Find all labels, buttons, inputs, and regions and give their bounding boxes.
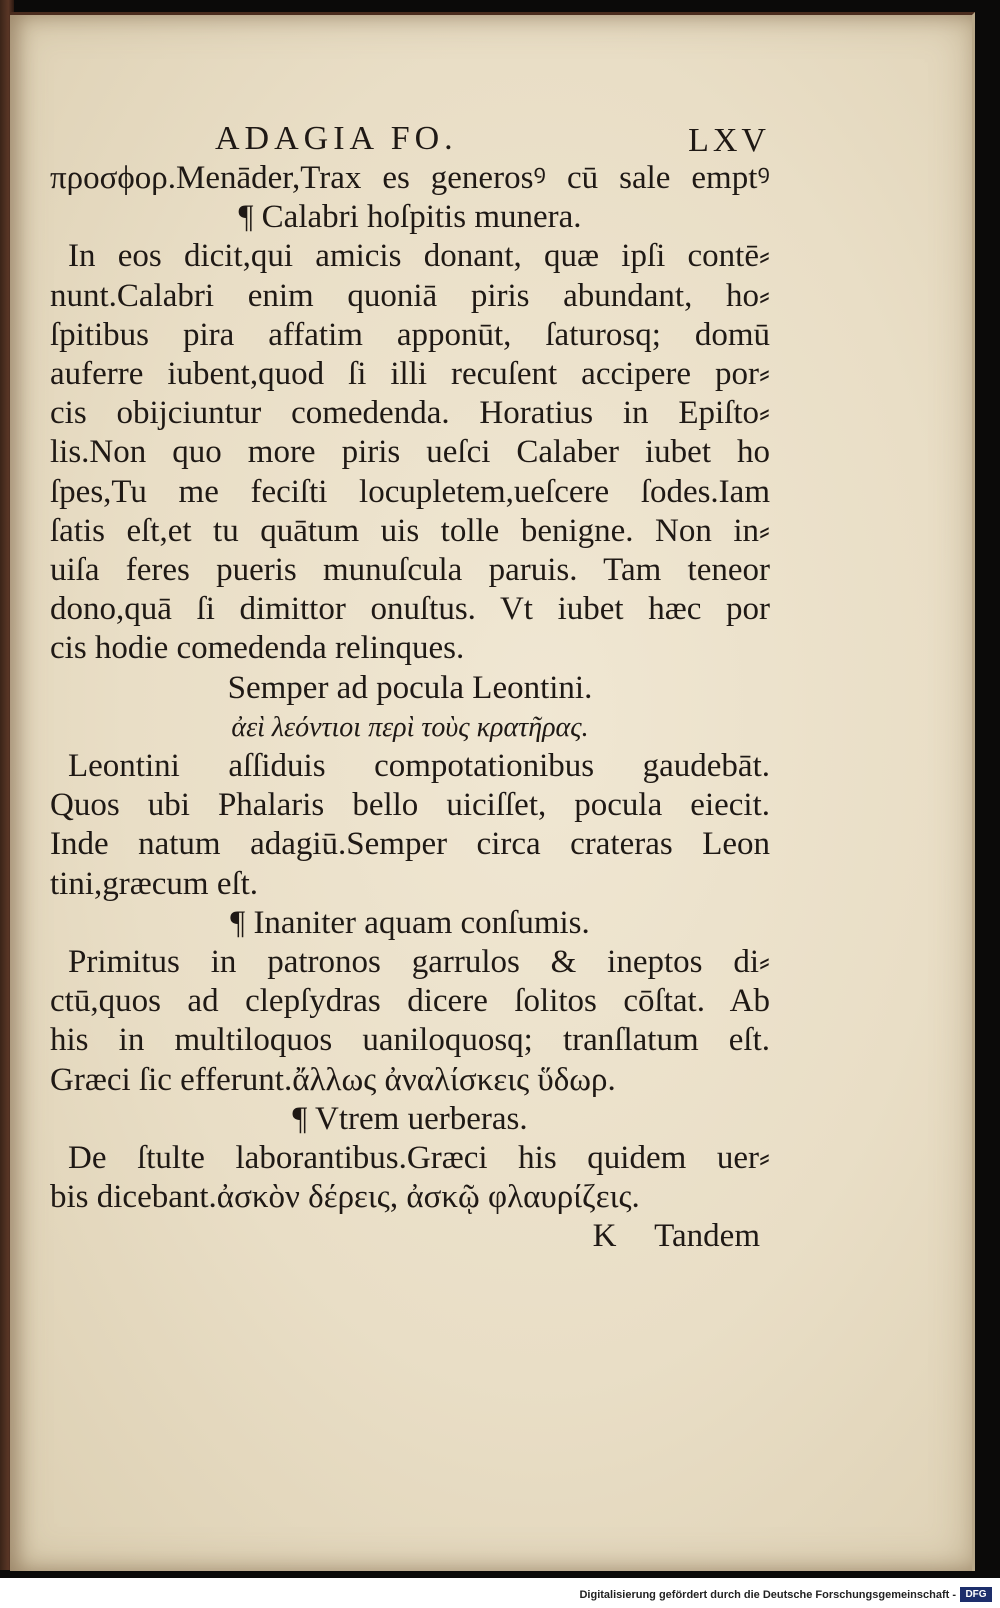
text-line: Inde natum adagiū.Semper circa crateras Leon <box>50 826 770 863</box>
text-line: ſpitibus pira affatim apponūt, ſaturosq; domū <box>50 316 770 353</box>
catchword-line <box>50 1217 770 1256</box>
digitization-footer <box>0 1578 1000 1608</box>
text-line: nunt.Calabri enim quoniā piris abundant, ho⸗ <box>50 277 770 314</box>
book-page <box>10 12 975 1571</box>
text-line: De ſtulte laborantibus.Græci his quidem uer⸗ <box>68 1140 770 1177</box>
dfg-logo: DFG <box>960 1587 992 1602</box>
text-line: Græci ſic efferunt.ἄλλως ἀναλίσκεις ὕδωρ. <box>50 1061 616 1098</box>
text-line: ¶ Vtrem uerberas. <box>292 1100 528 1137</box>
text-line: Quos ubi Phalaris bello uiciſſet, pocula eiecit. <box>50 787 770 824</box>
text-line: ſpes,Tu me feciſti locupletem,ueſcere ſodes.Iam <box>50 473 770 510</box>
text-line: Semper ad pocula Leontini. <box>227 669 593 706</box>
text-line: ¶ Inaniter aquam conſumis. <box>230 904 590 941</box>
text-line: auferre iubent,quod ſi illi recuſent accipere por⸗ <box>50 356 770 393</box>
text-line: ἀεὶ λεόντιοι περὶ τοὺς κρατῆρας. <box>231 711 589 743</box>
text-line: uiſa feres pueris munuſcula paruis. Tam teneor <box>50 552 770 589</box>
text-line: ¶ Calabri hoſpitis munera. <box>238 199 582 236</box>
text-line: Leontini aſſiduis compotationibus gaudebāt. <box>68 748 770 785</box>
text-line: cis hodie comedenda relinques. <box>50 630 465 667</box>
text-line: lis.Non quo more piris ueſci Calaber iubet ho <box>50 434 770 471</box>
running-head-title: ADAGIA FO. <box>215 120 458 157</box>
footer-credit: Digitalisierung gefördert durch die Deutsche Forschungsgemeinschaft - <box>579 1589 956 1601</box>
text-line: dono,quā ſi dimittor onuſtus. Vt iubet hæc por <box>50 591 770 628</box>
text-line: his in multiloquos uaniloquosq; tranſlatum eſt. <box>50 1022 770 1059</box>
text-line: ctū,quos ad clepſydras dicere ſolitos cōſtat. Ab <box>50 983 770 1020</box>
text-line: ſatis eſt,et tu quātum uis tolle benigne. Non in⸗ <box>50 512 770 549</box>
text-line: προσϕορ.Menāder,Trax es generosꝰ cū sale emptꝰ <box>50 160 770 196</box>
folio-number: LXV <box>688 122 770 159</box>
text-line: tini,græcum eſt. <box>50 865 259 902</box>
text-lines <box>50 159 770 1217</box>
text-line: In eos dicit,qui amicis donant, quæ ipſi contē⸗ <box>68 238 770 275</box>
text-line: cis obijciuntur comedenda. Horatius in Epiſto⸗ <box>50 395 770 432</box>
catchword: Tandem <box>654 1218 760 1255</box>
page-text-block <box>50 113 770 1257</box>
text-line: bis dicebant.ἀσκὸν δέρεις, ἀσκῷ φλαυρίζεις. <box>50 1179 640 1216</box>
running-head <box>50 113 770 159</box>
text-line: Primitus in patronos garrulos & ineptos di⸗ <box>68 944 770 981</box>
signature-mark: K <box>592 1218 617 1255</box>
